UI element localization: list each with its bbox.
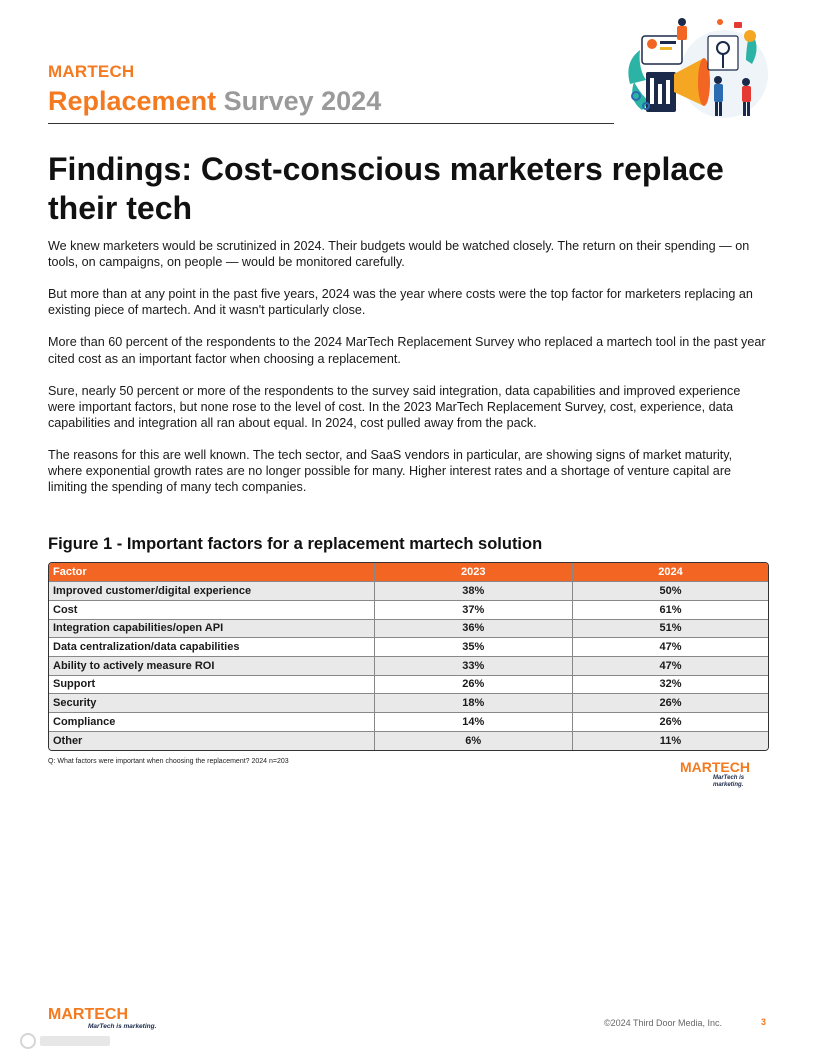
table-row: [49, 656, 768, 675]
footer-logo: [48, 1006, 168, 1031]
factor-cell: Support: [49, 675, 374, 694]
value-2024-cell: 50%: [572, 582, 768, 601]
value-2024-cell: 32%: [572, 675, 768, 694]
survey-title: [48, 84, 614, 118]
value-2024-cell: 11%: [572, 731, 768, 750]
factor-cell: Integration capabilities/open API: [49, 619, 374, 638]
factor-cell: Improved customer/digital experience: [49, 582, 374, 601]
logo-tech: TECH: [87, 62, 135, 81]
martech-logo-small: [680, 760, 772, 789]
factor-cell: Compliance: [49, 713, 374, 732]
table-row: [49, 713, 768, 732]
table-row: [49, 600, 768, 619]
watermark-icon: [18, 1030, 118, 1052]
copyright-text: ©2024 Third Door Media, Inc.: [604, 1018, 723, 1028]
survey-title-part1: Replacement: [48, 86, 217, 116]
table-row: [49, 675, 768, 694]
paragraph: The reasons for this are well known. The tech sector, and SaaS vendors in particular, are showing signs of market maturity, where exponential growth rates are no longer possible for many. Higher interest rates and a shortage of venture capital are limiting the spending of many tech companies.: [48, 448, 733, 495]
value-2024-cell: 47%: [572, 656, 768, 675]
paragraph: Sure, nearly 50 percent or more of the respondents to the survey said integration, data capabilities and improved experience were important factors, but none rose to the level of cost. In the 2023 MarTech Replacement Survey, cost, experience, data capabilities and integration all ran about equal. In 2024, cost pulled away from the pack.: [48, 383, 741, 431]
survey-title-part2: Survey 2024: [223, 86, 382, 116]
figure-title: Figure 1 - Important factors for a replacement martech solution: [48, 535, 543, 553]
value-2024-cell: 61%: [572, 600, 768, 619]
value-2024-cell: 47%: [572, 638, 768, 657]
value-2023-cell: 36%: [374, 619, 572, 638]
table-row: [49, 731, 768, 750]
column-header-2023: 2023: [374, 563, 572, 582]
value-2023-cell: 33%: [374, 656, 572, 675]
factor-cell: Ability to actively measure ROI: [49, 656, 374, 675]
footer-logo-tagline: MarTech is marketing.: [88, 1023, 157, 1030]
table-row: [49, 638, 768, 657]
marketing-illustration: [622, 14, 768, 126]
paragraph: More than 60 percent of the respondents to the 2024 MarTech Replacement Survey who replaced a martech tool in the past year cited cost as an important factor when choosing a replacement.: [48, 335, 766, 366]
value-2023-cell: 26%: [374, 675, 572, 694]
header-divider: [48, 123, 614, 124]
table-row: [49, 582, 768, 601]
paragraph: But more than at any point in the past five years, 2024 was the year where costs were the top factor for marketers replacing an existing piece of martech. And it wasn't particularly close.: [48, 287, 753, 318]
table-row: [49, 694, 768, 713]
page-number: 3: [761, 1017, 767, 1027]
value-2023-cell: 14%: [374, 713, 572, 732]
factor-cell: Security: [49, 694, 374, 713]
logo-tagline: MarTech is marketing.: [713, 775, 745, 788]
table-row: [49, 619, 768, 638]
column-header-factor: Factor: [49, 563, 374, 582]
logo-mar: MAR: [48, 62, 88, 81]
page-title: Findings: Cost-conscious marketers replace their tech: [48, 151, 724, 226]
value-2023-cell: 18%: [374, 694, 572, 713]
factor-cell: Cost: [49, 600, 374, 619]
value-2024-cell: 51%: [572, 619, 768, 638]
factors-table: [48, 562, 769, 751]
article-body: [48, 238, 768, 511]
value-2023-cell: 37%: [374, 600, 572, 619]
factor-cell: Data centralization/data capabilities: [49, 638, 374, 657]
value-2023-cell: 6%: [374, 731, 572, 750]
martech-logo: [48, 62, 614, 82]
factor-cell: Other: [49, 731, 374, 750]
report-header: [48, 62, 614, 118]
column-header-2024: 2024: [572, 563, 768, 582]
logo-wordmark: MARTECH: [680, 759, 750, 775]
footer-logo-wordmark: MARTECH: [48, 1006, 128, 1023]
value-2023-cell: 38%: [374, 582, 572, 601]
value-2024-cell: 26%: [572, 694, 768, 713]
value-2023-cell: 35%: [374, 638, 572, 657]
table-header-row: [49, 563, 768, 582]
figure-footnote: Q: What factors were important when choosing the replacement? 2024 n=203: [48, 758, 289, 765]
paragraph: We knew marketers would be scrutinized in 2024. Their budgets would be watched closely. The return on their spending — on tools, on campaigns, on people — would be monitored carefully.: [48, 239, 750, 270]
value-2024-cell: 26%: [572, 713, 768, 732]
